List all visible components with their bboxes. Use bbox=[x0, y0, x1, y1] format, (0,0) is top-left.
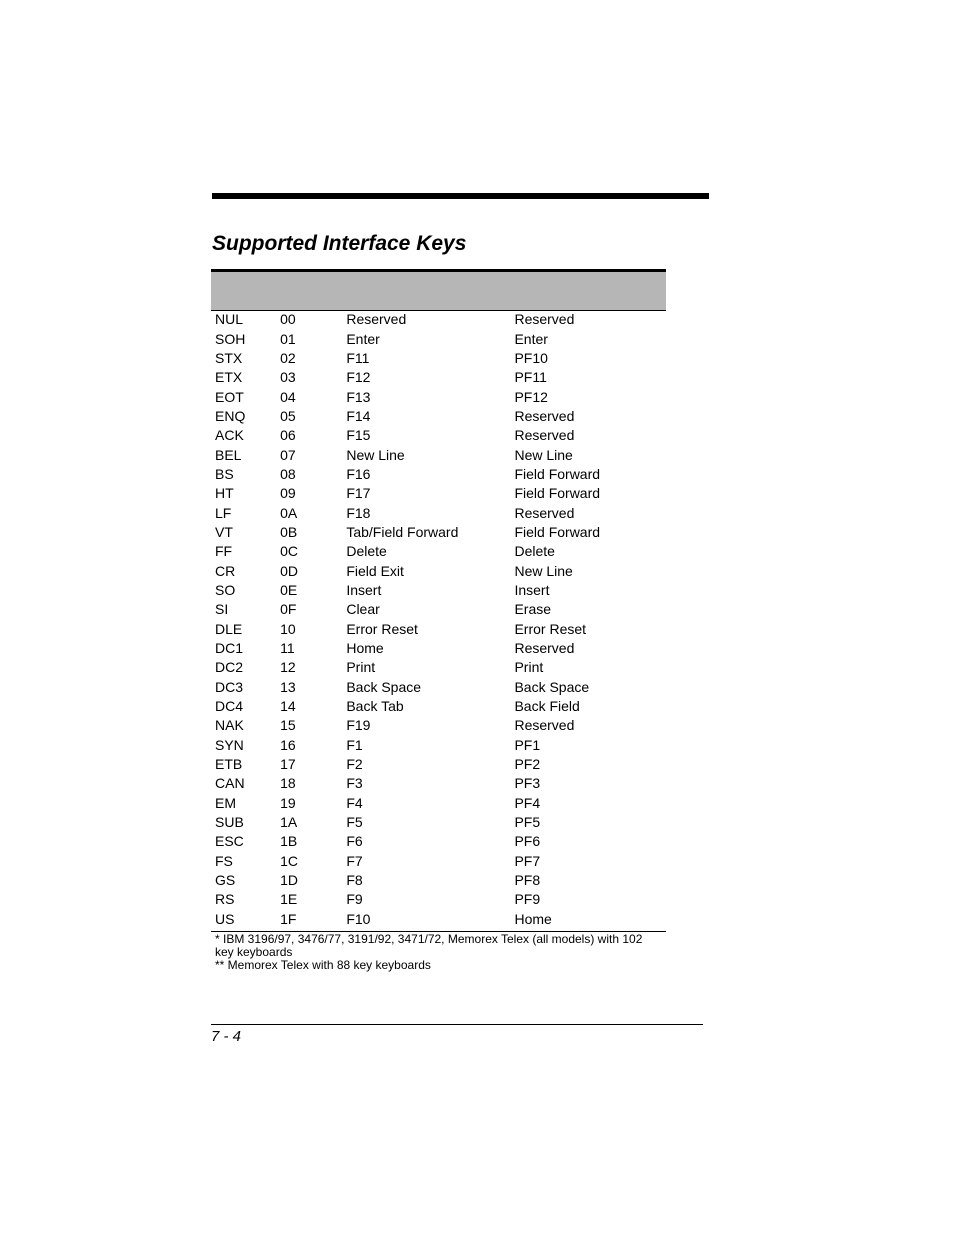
table-row bbox=[211, 310, 666, 329]
cell-key-102: F15 bbox=[346, 427, 371, 444]
cell-hex-value: 0C bbox=[280, 543, 299, 560]
cell-ascii-code: SUB bbox=[215, 814, 244, 831]
table-row bbox=[211, 349, 666, 368]
cell-key-102: F10 bbox=[346, 910, 371, 927]
cell-key-102: F17 bbox=[346, 485, 371, 502]
cell-key-102: Delete bbox=[346, 543, 387, 560]
cell-key-102: Tab/Field Forward bbox=[346, 523, 459, 540]
cell-key-88: Field Forward bbox=[514, 523, 601, 540]
top-rule bbox=[212, 193, 709, 199]
cell-hex-value: 1A bbox=[280, 814, 298, 831]
cell-key-102: F7 bbox=[346, 852, 363, 869]
cell-ascii-code: NUL bbox=[215, 311, 244, 328]
cell-hex-value: 10 bbox=[280, 620, 296, 637]
cell-hex-value: 0D bbox=[280, 562, 299, 579]
cell-hex-value: 09 bbox=[280, 485, 296, 502]
cell-hex-value: 00 bbox=[280, 311, 296, 328]
cell-key-88: Field Forward bbox=[514, 465, 601, 482]
cell-hex-value: 11 bbox=[280, 640, 295, 657]
cell-key-102: F13 bbox=[346, 388, 371, 405]
cell-hex-value: 0B bbox=[280, 523, 298, 540]
table-row bbox=[211, 716, 666, 735]
cell-key-88: PF2 bbox=[514, 756, 541, 773]
cell-key-102: F3 bbox=[346, 775, 363, 792]
table-row bbox=[211, 445, 666, 464]
table-row bbox=[211, 542, 666, 561]
cell-ascii-code: DC2 bbox=[215, 659, 244, 676]
cell-ascii-code: SI bbox=[215, 601, 229, 618]
cell-ascii-code: DC1 bbox=[215, 640, 244, 657]
cell-ascii-code: CAN bbox=[215, 775, 245, 792]
cell-ascii-code: ETB bbox=[215, 756, 243, 773]
cell-key-102: Insert bbox=[346, 581, 382, 598]
cell-key-88: Back Field bbox=[514, 698, 580, 715]
cell-hex-value: 15 bbox=[280, 717, 296, 734]
table-row bbox=[211, 387, 666, 406]
cell-key-88: PF9 bbox=[514, 891, 541, 908]
table-row bbox=[211, 890, 666, 909]
cell-key-102: F4 bbox=[346, 794, 363, 811]
cell-ascii-code: DLE bbox=[215, 620, 243, 637]
cell-hex-value: 16 bbox=[280, 736, 296, 753]
cell-key-102: F2 bbox=[346, 756, 363, 773]
table-row bbox=[211, 658, 666, 677]
table-row bbox=[211, 678, 666, 697]
cell-key-88: Reserved bbox=[514, 427, 575, 444]
cell-hex-value: 05 bbox=[280, 407, 296, 424]
cell-key-88: Erase bbox=[514, 601, 552, 618]
table-row bbox=[211, 503, 666, 522]
cell-key-88: New Line bbox=[514, 446, 573, 463]
cell-key-88: Home bbox=[514, 910, 552, 927]
cell-hex-value: 04 bbox=[280, 388, 296, 405]
footnote-102-key: * IBM 3196/97, 3476/77, 3191/92, 3471/72, Memorex Telex (all models) with 102 key keyboards bbox=[215, 932, 643, 959]
cell-ascii-code: EM bbox=[215, 794, 236, 811]
cell-ascii-code: EOT bbox=[215, 388, 244, 405]
cell-key-102: Back Space bbox=[346, 678, 422, 695]
cell-key-88: Print bbox=[514, 659, 544, 676]
cell-key-88: PF8 bbox=[514, 872, 541, 889]
cell-hex-value: 0E bbox=[280, 581, 298, 598]
cell-hex-value: 0F bbox=[280, 601, 297, 618]
table-row bbox=[211, 561, 666, 580]
table-row bbox=[211, 620, 666, 639]
table-row bbox=[211, 484, 666, 503]
cell-hex-value: 07 bbox=[280, 446, 296, 463]
cell-key-102: F5 bbox=[346, 814, 363, 831]
table-row bbox=[211, 736, 666, 755]
cell-key-88: Insert bbox=[514, 581, 550, 598]
table-row bbox=[211, 639, 666, 658]
cell-hex-value: 1E bbox=[280, 891, 298, 908]
table-row bbox=[211, 368, 666, 387]
cell-ascii-code: ENQ bbox=[215, 407, 246, 424]
cell-key-102: F8 bbox=[346, 872, 363, 889]
cell-key-102: F11 bbox=[346, 349, 370, 366]
cell-ascii-code: FS bbox=[215, 852, 233, 869]
cell-hex-value: 08 bbox=[280, 465, 296, 482]
cell-hex-value: 0A bbox=[280, 504, 298, 521]
cell-hex-value: 1C bbox=[280, 852, 299, 869]
cell-key-88: PF11 bbox=[514, 369, 547, 386]
cell-ascii-code: ESC bbox=[215, 833, 244, 850]
cell-ascii-code: GS bbox=[215, 872, 236, 889]
table-row bbox=[211, 794, 666, 813]
cell-key-88: PF5 bbox=[514, 814, 541, 831]
cell-key-88: Field Forward bbox=[514, 485, 601, 502]
cell-key-88: Reserved bbox=[514, 640, 575, 657]
cell-key-102: F6 bbox=[346, 833, 363, 850]
cell-key-102: Home bbox=[346, 640, 384, 657]
footnotes bbox=[211, 932, 666, 972]
cell-key-102: Reserved bbox=[346, 311, 407, 328]
table-row bbox=[211, 600, 666, 619]
cell-hex-value: 02 bbox=[280, 349, 296, 366]
cell-ascii-code: HT bbox=[215, 485, 234, 502]
cell-key-88: New Line bbox=[514, 562, 573, 579]
cell-key-88: PF6 bbox=[514, 833, 541, 850]
cell-ascii-code: STX bbox=[215, 349, 243, 366]
footer-rule bbox=[211, 1024, 703, 1025]
cell-ascii-code: DC3 bbox=[215, 678, 244, 695]
table-header bbox=[211, 269, 666, 311]
cell-hex-value: 1D bbox=[280, 872, 299, 889]
cell-key-88: PF7 bbox=[514, 852, 541, 869]
cell-ascii-code: LF bbox=[215, 504, 232, 521]
cell-ascii-code: SYN bbox=[215, 736, 244, 753]
table-row bbox=[211, 871, 666, 890]
cell-key-88: PF1 bbox=[514, 736, 541, 753]
cell-ascii-code: BEL bbox=[215, 446, 242, 463]
cell-hex-value: 12 bbox=[280, 659, 296, 676]
cell-key-88: PF12 bbox=[514, 388, 548, 405]
table-row bbox=[211, 910, 666, 929]
cell-key-88: Back Space bbox=[514, 678, 590, 695]
cell-key-102: Back Tab bbox=[346, 698, 404, 715]
cell-key-88: Reserved bbox=[514, 717, 575, 734]
cell-key-88: PF10 bbox=[514, 349, 548, 366]
cell-key-102: Print bbox=[346, 659, 376, 676]
cell-key-88: PF4 bbox=[514, 794, 541, 811]
cell-ascii-code: VT bbox=[215, 523, 233, 540]
cell-key-102: F12 bbox=[346, 369, 371, 386]
page-title: Supported Interface Keys bbox=[212, 232, 467, 255]
cell-hex-value: 1B bbox=[280, 833, 298, 850]
cell-key-88: Reserved bbox=[514, 504, 575, 521]
cell-ascii-code: CR bbox=[215, 562, 236, 579]
table-row bbox=[211, 465, 666, 484]
cell-key-102: F16 bbox=[346, 465, 371, 482]
cell-ascii-code: US bbox=[215, 910, 235, 927]
cell-hex-value: 18 bbox=[280, 775, 296, 792]
table-row bbox=[211, 329, 666, 348]
cell-key-102: F19 bbox=[346, 717, 371, 734]
cell-key-102: Error Reset bbox=[346, 620, 418, 637]
cell-hex-value: 1F bbox=[280, 910, 297, 927]
table-row bbox=[211, 697, 666, 716]
cell-key-88: Delete bbox=[514, 543, 555, 560]
interface-keys-table bbox=[211, 269, 666, 972]
cell-key-102: Clear bbox=[346, 601, 380, 618]
cell-ascii-code: NAK bbox=[215, 717, 244, 734]
cell-ascii-code: BS bbox=[215, 465, 234, 482]
footnote-88-key: ** Memorex Telex with 88 key keyboards bbox=[215, 958, 431, 972]
table-row bbox=[211, 774, 666, 793]
cell-ascii-code: RS bbox=[215, 891, 235, 908]
cell-hex-value: 17 bbox=[280, 756, 296, 773]
cell-hex-value: 14 bbox=[280, 698, 296, 715]
table-row bbox=[211, 523, 666, 542]
cell-key-102: Field Exit bbox=[346, 562, 404, 579]
cell-hex-value: 06 bbox=[280, 427, 296, 444]
cell-key-102: Enter bbox=[346, 330, 380, 347]
table-row bbox=[211, 813, 666, 832]
cell-key-88: Reserved bbox=[514, 311, 575, 328]
cell-ascii-code: SOH bbox=[215, 330, 246, 347]
table-row bbox=[211, 426, 666, 445]
cell-hex-value: 19 bbox=[280, 794, 296, 811]
cell-key-88: PF3 bbox=[514, 775, 541, 792]
page-number: 7 - 4 bbox=[211, 1028, 242, 1045]
table-row bbox=[211, 832, 666, 851]
table-row bbox=[211, 581, 666, 600]
table-row bbox=[211, 407, 666, 426]
key-table-body bbox=[211, 310, 666, 929]
cell-key-102: F18 bbox=[346, 504, 371, 521]
table-row bbox=[211, 755, 666, 774]
cell-hex-value: 13 bbox=[280, 678, 296, 695]
cell-key-102: F9 bbox=[346, 891, 363, 908]
table-row bbox=[211, 852, 666, 871]
key-rows bbox=[211, 310, 666, 929]
cell-key-102: F14 bbox=[346, 407, 371, 424]
cell-ascii-code: SO bbox=[215, 581, 236, 598]
cell-ascii-code: DC4 bbox=[215, 698, 244, 715]
cell-ascii-code: FF bbox=[215, 543, 233, 560]
cell-key-88: Error Reset bbox=[514, 620, 587, 637]
cell-key-102: New Line bbox=[346, 446, 405, 463]
cell-key-102: F1 bbox=[346, 736, 363, 753]
cell-hex-value: 01 bbox=[280, 330, 296, 347]
cell-ascii-code: ETX bbox=[215, 369, 243, 386]
cell-key-88: Enter bbox=[514, 330, 548, 347]
cell-key-88: Reserved bbox=[514, 407, 575, 424]
cell-hex-value: 03 bbox=[280, 369, 296, 386]
cell-ascii-code: ACK bbox=[215, 427, 244, 444]
